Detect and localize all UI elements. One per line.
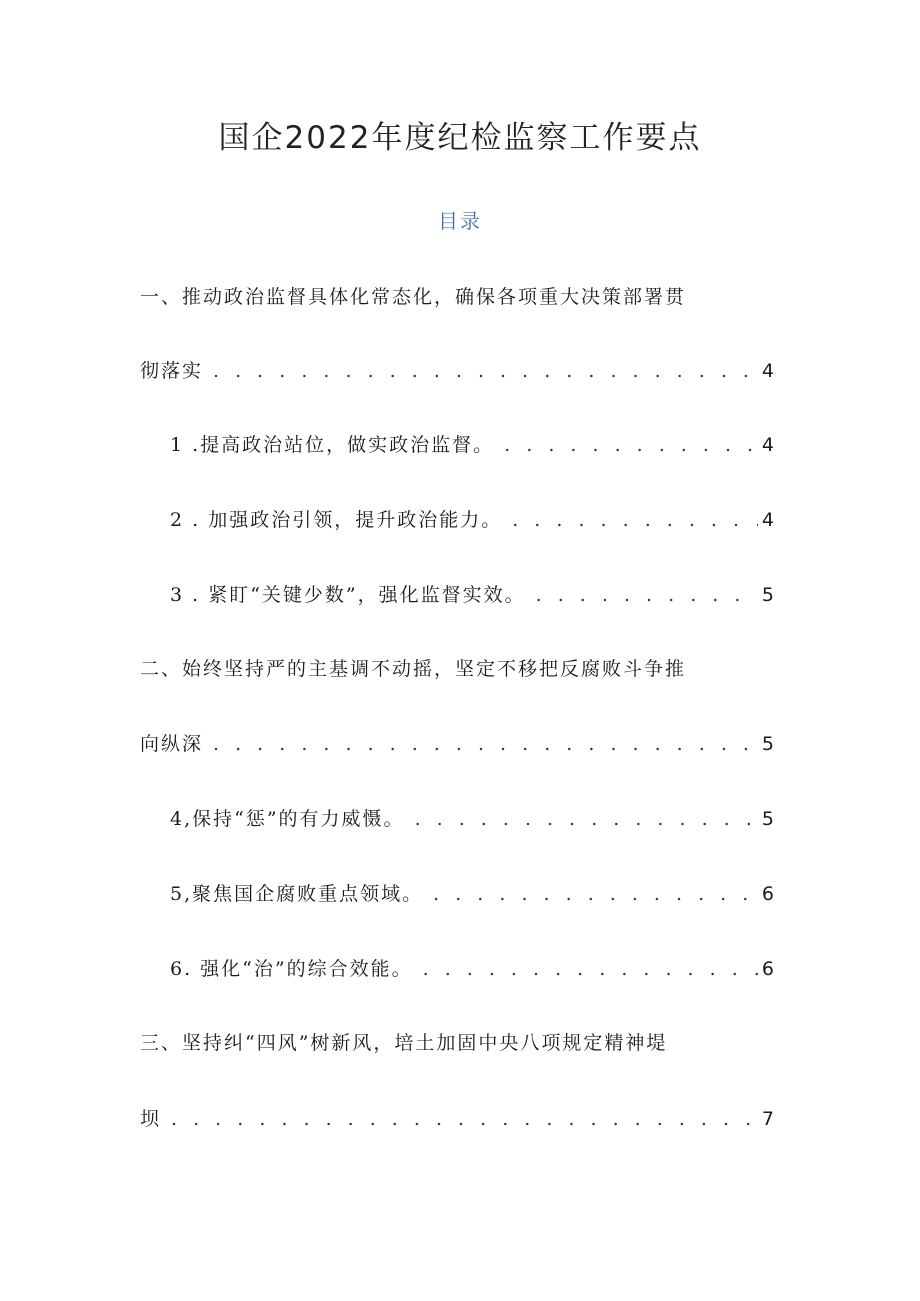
toc-item-3-page: 5	[761, 584, 774, 606]
toc-leader-dots	[171, 1108, 758, 1130]
toc-leader-dots	[213, 360, 758, 382]
toc-section-1-line-2[interactable]	[140, 356, 774, 388]
toc-leader-dots	[213, 733, 758, 755]
toc-item-3[interactable]	[170, 580, 774, 612]
toc-leader-dots	[536, 584, 758, 606]
toc-item-2-title: 2 . 加强政治引领，提升政治能力。	[170, 509, 503, 531]
toc-section-1-page: 4	[761, 360, 774, 382]
toc-section-2-line-1[interactable]	[140, 654, 780, 686]
toc-section-1-title-cont: 彻落实	[140, 360, 204, 382]
toc-item-5[interactable]	[170, 879, 774, 911]
toc-leader-dots	[512, 509, 758, 531]
toc-item-5-page: 6	[761, 883, 774, 905]
toc-item-1-page: 4	[761, 434, 774, 456]
toc-section-3-line-2[interactable]	[140, 1104, 774, 1136]
toc-item-3-title: 3 . 紧盯“关键少数”，强化监督实效。	[170, 584, 526, 606]
toc-section-2-title-cont: 向纵深	[140, 733, 204, 755]
toc-section-2-title: 二、始终坚持严的主基调不动摇，坚定不移把反腐败斗争推	[140, 658, 687, 680]
toc-item-6-title: 6. 强化“治”的综合效能。	[170, 958, 413, 980]
toc-leader-dots	[415, 808, 758, 830]
toc-item-6[interactable]	[170, 954, 774, 986]
toc-item-2[interactable]	[170, 505, 774, 537]
toc-leader-dots	[423, 958, 758, 980]
toc-section-2-line-2[interactable]	[140, 729, 774, 761]
toc-item-6-page: 6	[761, 958, 774, 980]
toc-section-3-line-1[interactable]	[140, 1028, 780, 1060]
toc-item-5-title: 5,聚焦国企腐败重点领域。	[170, 883, 424, 905]
toc-item-4-title: 4,保持“惩”的有力威慑。	[170, 808, 405, 830]
toc-item-2-page: 4	[761, 509, 774, 531]
toc-item-4-page: 5	[761, 808, 774, 830]
document-title: 国企2022年度纪检监察工作要点	[218, 120, 702, 156]
toc-section-3-title: 三、坚持纠“四风”树新风，培土加固中央八项规定精神堤	[140, 1032, 668, 1054]
toc-item-1[interactable]	[170, 430, 774, 462]
toc-item-4[interactable]	[170, 804, 774, 836]
toc-heading: 目录	[438, 209, 482, 233]
toc-section-1-line-1[interactable]	[140, 282, 780, 314]
toc-section-1-title: 一、推动政治监督具体化常态化，确保各项重大决策部署贯	[140, 286, 687, 308]
toc-leader-dots	[433, 883, 758, 905]
toc-section-3-page: 7	[761, 1108, 774, 1130]
toc-item-1-title: 1 .提高政治站位，做实政治监督。	[170, 434, 495, 456]
toc-section-2-page: 5	[761, 733, 774, 755]
toc-section-3-title-cont: 坝	[140, 1108, 162, 1130]
toc-leader-dots	[504, 434, 758, 456]
